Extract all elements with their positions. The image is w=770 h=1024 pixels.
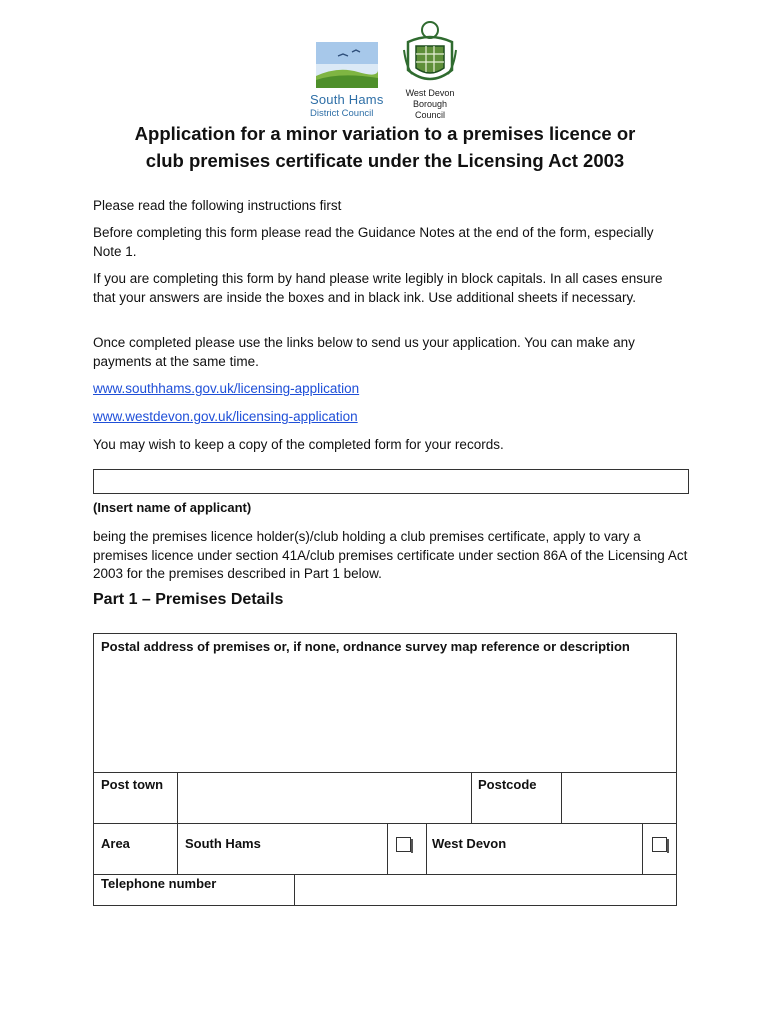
post-town-label: Post town	[101, 777, 164, 792]
address-input[interactable]	[94, 678, 676, 772]
south-hams-licensing-link[interactable]: www.southhams.gov.uk/licensing-application	[93, 381, 360, 396]
premises-details-table	[93, 633, 677, 906]
instructions-guidance: Before completing this form please read the Guidance Notes at the end of the form, especially Note 1.	[93, 225, 654, 259]
instructions-handwriting: If you are completing this form by hand please write legibly in block capitals. In all cases ensure that your answers are inside the boxes and in black ink. Use additional sheets if necessary.	[93, 271, 663, 305]
instructions-submission: Once completed please use the links below to send us your application. You can make any payments at the same time.	[93, 335, 635, 369]
postcode-input[interactable]	[562, 773, 676, 823]
post-town-input[interactable]	[178, 773, 470, 823]
part1-heading: Part 1 – Premises Details	[93, 591, 284, 608]
row-divider	[94, 823, 676, 824]
applicant-statement: being the premises licence holder(s)/club holding a club premises certificate, apply to vary a premises licence under section 41A/club premises certificate under section 86A of the Licensing Act 2003 for the premises described in Part 1 below.	[93, 529, 688, 581]
west-devon-licensing-link[interactable]: www.westdevon.gov.uk/licensing-application	[93, 409, 358, 424]
area-label: Area	[101, 836, 130, 851]
instructions-heading: Please read the following instructions first	[93, 198, 342, 213]
column-divider	[387, 823, 388, 875]
column-divider	[642, 823, 643, 875]
telephone-input[interactable]	[295, 875, 676, 905]
west-devon-checkbox[interactable]	[652, 837, 667, 852]
west-devon-crest-icon	[402, 20, 458, 90]
west-devon-name: West Devon Borough Council	[405, 88, 455, 120]
council-logos	[308, 20, 468, 120]
telephone-label: Telephone number	[101, 876, 217, 891]
instructions-keep-copy: You may wish to keep a copy of the completed form for your records.	[93, 437, 504, 452]
south-hams-subtitle: District Council	[310, 108, 374, 119]
postcode-label: Postcode	[478, 777, 537, 792]
column-divider	[471, 772, 472, 824]
applicant-name-label: (Insert name of applicant)	[93, 500, 252, 515]
page-title: Application for a minor variation to a premises licence or club premises certificate under the Licensing Act 2003	[134, 123, 636, 171]
applicant-name-input[interactable]	[93, 469, 689, 494]
column-divider	[426, 823, 427, 875]
west-devon-option-label: West Devon	[432, 836, 507, 851]
address-label: Postal address of premises or, if none, ordnance survey map reference or description	[101, 639, 630, 654]
south-hams-checkbox[interactable]	[396, 837, 411, 852]
south-hams-name: South Hams	[310, 92, 384, 107]
south-hams-option-label: South Hams	[185, 836, 261, 851]
